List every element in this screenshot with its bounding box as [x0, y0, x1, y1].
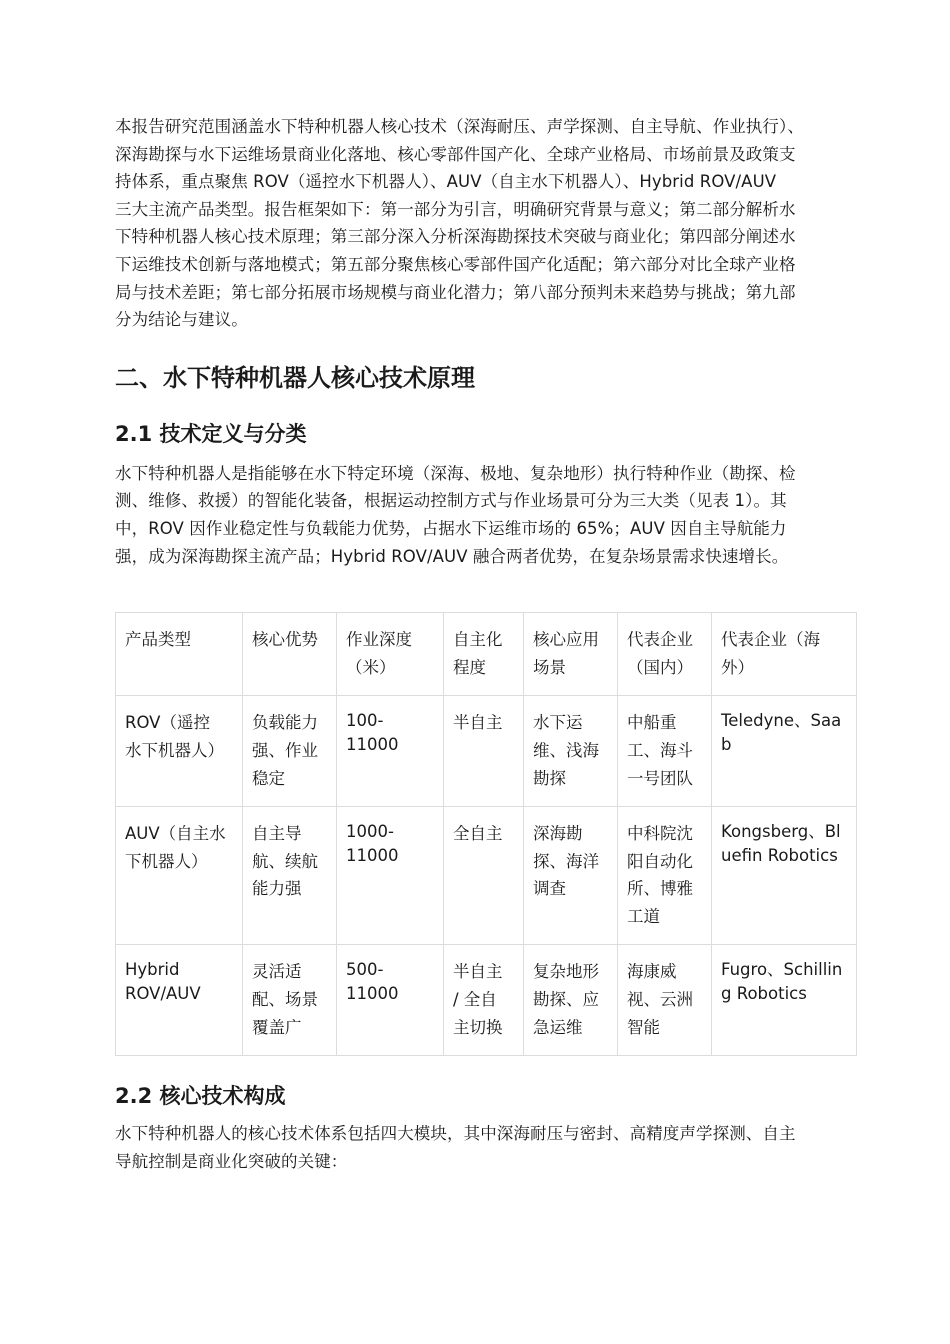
table-cell: 全自主	[444, 807, 524, 945]
table-cell: AUV（自主水 下机器人）	[116, 807, 243, 945]
table-cell: Fugro、Schillin g Robotics	[712, 945, 857, 1056]
table-row	[116, 807, 857, 945]
table-cell: 深海勘 探、海洋 调查	[524, 807, 618, 945]
header-cell: 核心优势	[243, 613, 337, 696]
section-2-1-heading: 2.1 技术定义与分类	[115, 421, 307, 446]
section-2-heading: 二、水下特种机器人核心技术原理	[115, 363, 475, 392]
product-type-table	[115, 612, 857, 1056]
table-cell: 半自主 / 全自 主切换	[444, 945, 524, 1056]
document-content	[115, 113, 855, 1175]
table-cell: 100-11000	[337, 696, 444, 807]
table-row	[116, 696, 857, 807]
table-cell: Teledyne、Saa b	[712, 696, 857, 807]
table-cell: 灵活适 配、场景 覆盖广	[243, 945, 337, 1056]
header-cell: 代表企业（海 外）	[712, 613, 857, 696]
section-2-1-paragraph: 水下特种机器人是指能够在水下特定环境（深海、极地、复杂地形）执行特种作业（勘探、检 测、维修、救援）的智能化装备，根据运动控制方式与作业场景可分为三大类（见表 1）。其 中，ROV 因作业稳定性与负载能力优势，占据水下运维市场的 65%；AUV 因自主导航能力 强，成为深海勘探主流产品；Hybrid ROV/AUV 融合两者优势，在复杂场景需求快速增长。	[115, 463, 796, 566]
table-cell: 自主导 航、续航 能力强	[243, 807, 337, 945]
section-2-2-heading: 2.2 核心技术构成	[115, 1084, 286, 1109]
table-cell: 水下运 维、浅海 勘探	[524, 696, 618, 807]
table-cell: 负载能力 强、作业 稳定	[243, 696, 337, 807]
section-2-2-paragraph: 水下特种机器人的核心技术体系包括四大模块，其中深海耐压与密封、高精度声学探测、自主 导航控制是商业化突破的关键：	[115, 1124, 796, 1171]
table-cell: ROV（遥控 水下机器人）	[116, 696, 243, 807]
table-cell: Hybrid ROV/AUV	[116, 945, 243, 1056]
table-cell: 中船重 工、海斗 一号团队	[618, 696, 712, 807]
table-cell: 1000- 11000	[337, 807, 444, 945]
table-cell: Kongsberg、Bl uefin Robotics	[712, 807, 857, 945]
header-cell: 核心应用 场景	[524, 613, 618, 696]
table-cell: 半自主	[444, 696, 524, 807]
header-cell: 自主化 程度	[444, 613, 524, 696]
header-cell: 产品类型	[116, 613, 243, 696]
header-cell: 代表企业 （国内）	[618, 613, 712, 696]
intro-paragraph: 本报告研究范围涵盖水下特种机器人核心技术（深海耐压、声学探测、自主导航、作业执行）、 深海勘探与水下运维场景商业化落地、核心零部件国产化、全球产业格局、市场前景及政策支 持体系，重点聚焦 ROV（遥控水下机器人）、AUV（自主水下机器人）、Hybrid ROV/AUV 三大主流产品类型。报告框架如下：第一部分为引言，明确研究背景与意义；第二部分解析水 下特种机器人核心技术原理；第三部分深入分析深海勘探技术突破与商业化；第四部分阐述水 下运维技术创新与落地模式；第五部分聚焦核心零部件国产化适配；第六部分对比全球产业格 局与技术差距；第七部分拓展市场规模与商业化潜力；第八部分预判未来趋势与挑战；第九部 分为结论与建议。	[115, 117, 804, 330]
table-cell: 海康威 视、云洲 智能	[618, 945, 712, 1056]
table-cell: 中科院沈 阳自动化 所、博雅 工道	[618, 807, 712, 945]
table-cell: 500-11000	[337, 945, 444, 1056]
table-row	[116, 945, 857, 1056]
table-header-row	[116, 613, 857, 696]
header-cell: 作业深度 （米）	[337, 613, 444, 696]
table-cell: 复杂地形 勘探、应 急运维	[524, 945, 618, 1056]
